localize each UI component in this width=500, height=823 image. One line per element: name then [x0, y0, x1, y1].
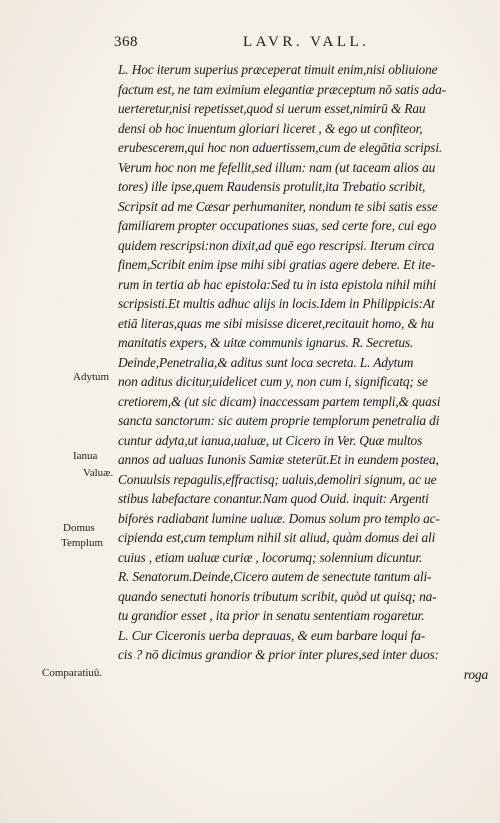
running-head: LAVR. VALL. — [243, 34, 370, 50]
margin-note-ianua: Ianua — [73, 450, 98, 462]
text-line: densi ob hoc inuentum gloriari liceret , & ego ut confiteor, — [118, 120, 423, 136]
text-line: annos ad ualuas Iunonis Samiæ steterūt.Et in eundem postea, — [118, 452, 439, 467]
text-line: familiarem propter occupationes suas, sed certe fore, cui ego — [118, 218, 437, 233]
text-line: bifores radiabant lumine ualuæ. Domus solum pro templo ac- — [118, 510, 440, 526]
text-line: cipienda est,cum templum nihil sit aliud, quàm domus dei ali — [118, 530, 436, 545]
text-line: R. Senatorum.Deinde,Cicero autem de senectute tantum ali- — [118, 569, 432, 584]
body-text — [118, 60, 496, 684]
catchword: roga — [463, 666, 488, 682]
text-line: cis ? nō dicimus grandior & prior inter plures,sed inter duos: — [118, 647, 439, 662]
text-line: manitatis expers, & uitæ communis ignarus. R. Secretus. — [118, 335, 414, 350]
text-line: quidem rescripsi:non dixit,ad quē ego rescripsi. Iterum circa — [118, 237, 435, 253]
text-line: Verum hoc non me fefellit,sed illum: nam (ut taceam alios au — [118, 159, 436, 175]
text-line: cuius , etiam ualuæ curiæ , locorumq; solennium dicuntur. — [118, 549, 423, 565]
text-line: cuntur adyta,ut ianua,ualuæ, ut Cicero in Ver. Quæ multos — [118, 432, 423, 448]
text-line: L. Hoc iterum superius præceperat timuit enim,nisi obliuione — [118, 62, 438, 77]
text-line: tu grandior esset , ita prior in senatu sententiam rogaretur. — [118, 608, 425, 623]
text-line: rum in tertia ab hac epistola:Sed tu in ista epistola nihil mihi — [118, 276, 437, 292]
text-line: tores) ille ipse,quem Raudensis protulit,ita Trebatio scribit, — [118, 179, 426, 194]
text-line: uerteretur,nisi repetisset,quod si uerum esset,nimirū & Rau — [118, 101, 426, 116]
page-header — [0, 34, 500, 54]
text-line: cretiorem,& (ut sic dicam) inaccessam partem templi,& quasi — [118, 393, 441, 409]
margin-note-domus: Domus — [63, 522, 95, 534]
margin-note-comparatiuus: Comparatiuū. — [42, 667, 103, 679]
text-line: Scripsit ad me Cæsar perhumaniter, nondum te sibi satis esse — [118, 198, 438, 214]
text-line: quando senectuti honoris tributum scribit, quòd ut quisq; na- — [118, 588, 437, 604]
page-number: 368 — [114, 34, 138, 50]
text-line: finem,Scribit enim ipse mihi sibi gratias agere debere. Et ite- — [118, 257, 436, 272]
text-line: factum est, ne tam eximium elegantiæ præceptum nō satis ada- — [118, 81, 446, 97]
text-line: etiā literas,quas me sibi misisse diceret,recitauit homo, & hu — [118, 315, 434, 331]
text-line: Deinde,Penetralia,& aditus sunt loca secreta. L. Adytum — [118, 354, 414, 370]
text-line: Conuulsis repagulis,effractisq; ualuis,demoliri signum, ac ue — [118, 471, 437, 487]
text-line: erubescerem,qui hoc non aduertissem,cum de elegātia scripsi. — [118, 140, 443, 155]
margin-note-adytum: Adytum — [73, 371, 110, 383]
text-line: non aditus dicitur,uidelicet cum y, non cum i, significatq; se — [118, 374, 428, 389]
text-line: scripsisti.Et multis adhuc alijs in locis.Idem in Philippicis:At — [118, 296, 435, 311]
margin-note-valuae: Valuæ. — [83, 467, 114, 479]
margin-note-templum: Templum — [61, 537, 104, 549]
text-line: stibus labefactare conantur.Nam quod Ouid. inquit: Argenti — [118, 491, 429, 506]
text-line: L. Cur Ciceronis uerba deprauas, & eum barbare loqui fa- — [118, 627, 426, 643]
text-line: sancta sanctorum: sic autem proprie templorum penetralia di — [118, 413, 440, 428]
